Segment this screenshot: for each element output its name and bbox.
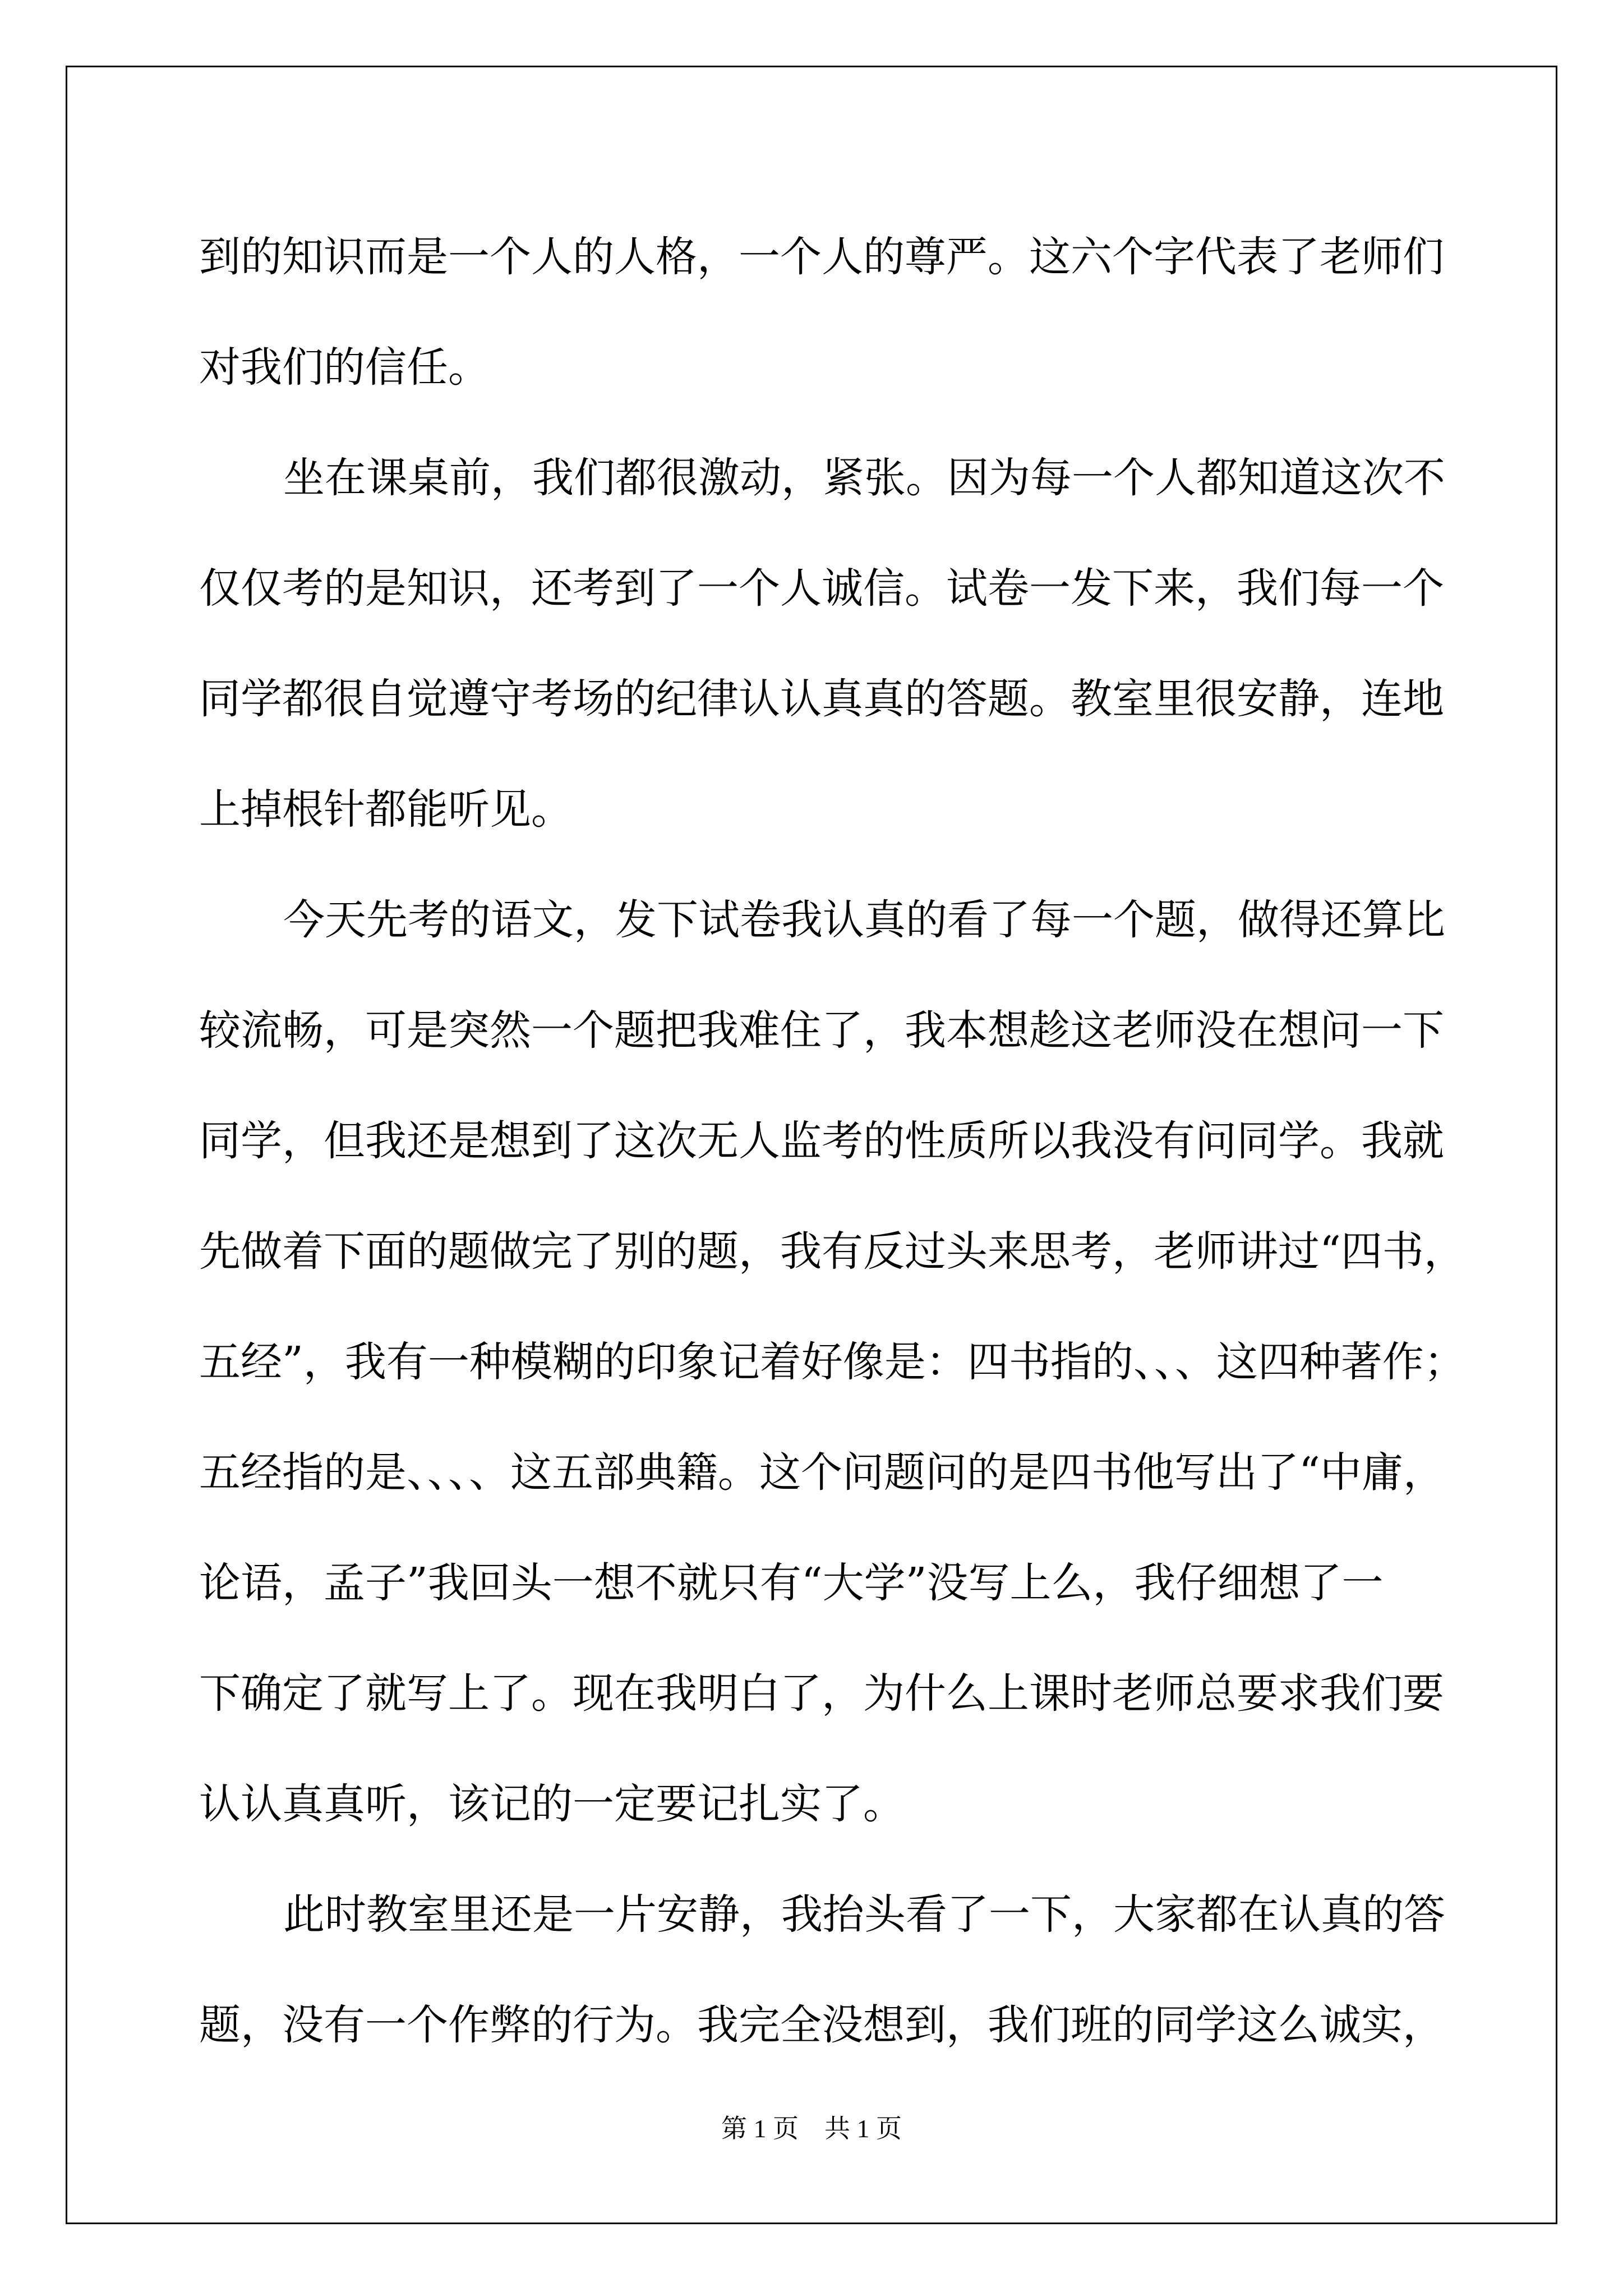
text-line: 论语，孟子”我回头一想不就只有“大学”没写上么，我仔细想了一 — [199, 1559, 1384, 1607]
text-line: 此时教室里还是一片安静，我抬头看了一下，大家都在认真的答 — [283, 1890, 1445, 1939]
text-line: 认认真真听，该记的一定要记扎实了。 — [199, 1780, 905, 1828]
page-number-label: 第 1 页 共 1 页 — [721, 2114, 902, 2143]
text-line: 下确定了就写上了。现在我明白了，为什么上课时老师总要求我们要 — [199, 1669, 1444, 1718]
text-line: 对我们的信任。 — [199, 343, 490, 392]
text-line: 五经”，我有一种模糊的印象记着好像是：四书指的、、、这四种著作； — [199, 1338, 1465, 1386]
text-line: 坐在课桌前，我们都很激动，紧张。因为每一个人都知道这次不 — [283, 454, 1445, 502]
page-footer — [0, 2112, 1623, 2146]
text-line: 上掉根针都能听见。 — [199, 785, 573, 834]
text-line: 题，没有一个作弊的行为。我完全没想到，我们班的同学这么诚实， — [199, 2001, 1444, 2049]
text-line: 先做着下面的题做完了别的题，我有反过头来思考，老师讲过“四书， — [199, 1227, 1465, 1276]
text-line: 同学，但我还是想到了这次无人监考的性质所以我没有问同学。我就 — [199, 1117, 1444, 1165]
text-line: 五经指的是、、、、这五部典籍。这个问题问的是四书他写出了“中庸， — [199, 1448, 1445, 1497]
text-line: 到的知识而是一个人的人格，一个人的尊严。这六个字代表了老师们 — [199, 233, 1444, 281]
text-line: 较流畅，可是突然一个题把我难住了，我本想趁这老师没在想问一下 — [199, 1006, 1444, 1055]
text-line: 仅仅考的是知识，还考到了一个人诚信。试卷一发下来，我们每一个 — [199, 564, 1444, 613]
text-line: 今天先考的语文，发下试卷我认真的看了每一个题，做得还算比 — [283, 896, 1445, 944]
document-body — [199, 202, 1465, 2081]
text-line: 同学都很自觉遵守考场的纪律认认真真的答题。教室里很安静，连地 — [199, 675, 1444, 723]
